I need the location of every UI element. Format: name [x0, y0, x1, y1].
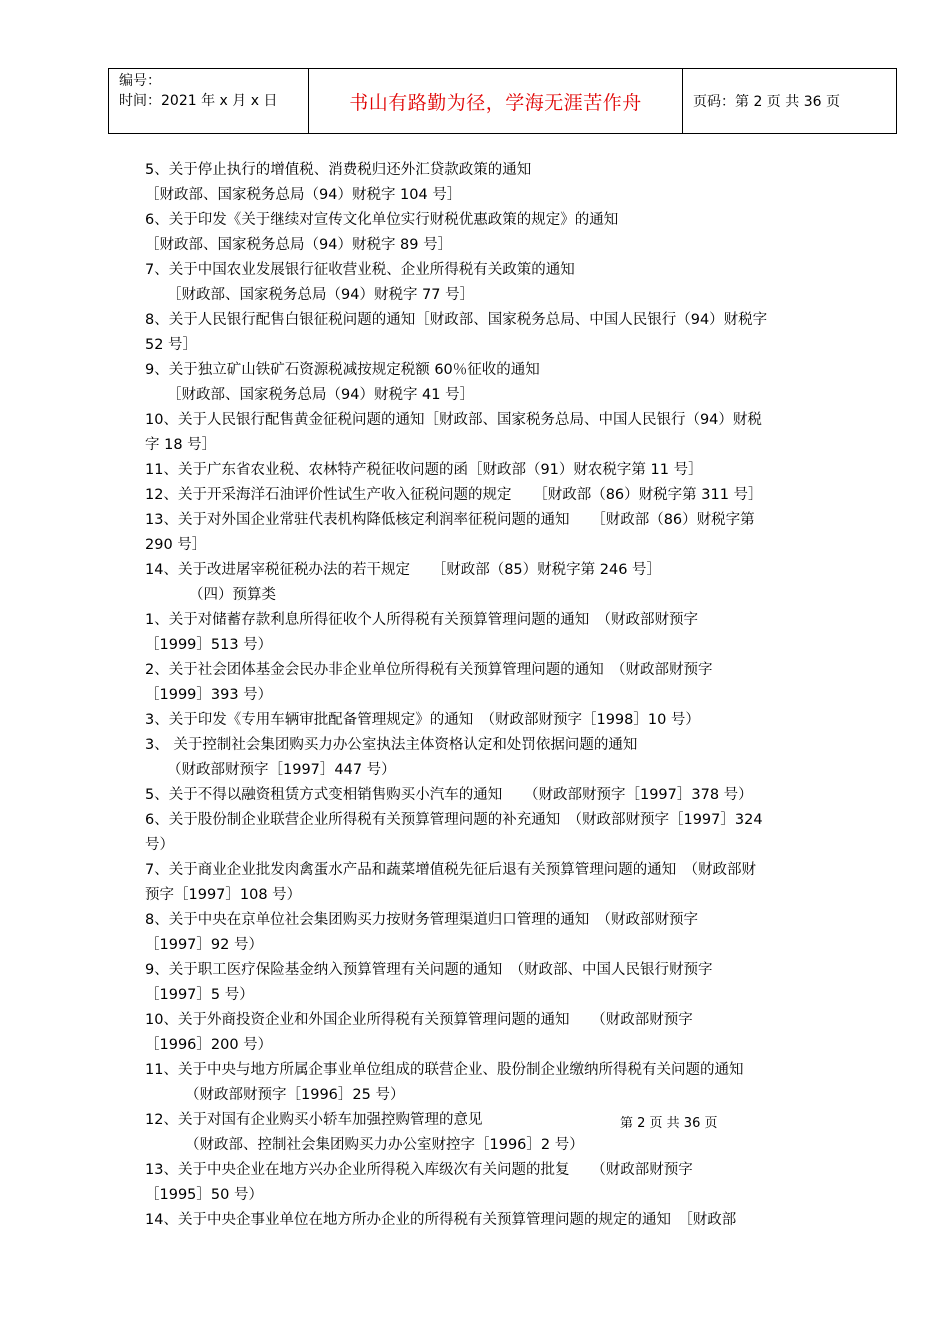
list-item: 1、关于对储蓄存款利息所得征收个人所得税有关预算管理问题的通知 （财政部财预字 [145, 612, 698, 628]
list-item: 6、关于印发《关于继续对宣传文化单位实行财税优惠政策的规定》的通知 [145, 212, 619, 228]
list-item: 3、关于印发《专用车辆审批配备管理规定》的通知 （财政部财预字［1998］10 号） [145, 712, 700, 728]
list-item-continuation: 号） [145, 837, 174, 853]
list-item: 12、关于对国有企业购买小轿车加强控购管理的意见 [145, 1112, 483, 1128]
header-motto: 书山有路勤为径，学海无涯苦作舟 [309, 69, 683, 133]
list-item-continuation: ［1997］5 号） [145, 987, 254, 1003]
list-item-reference: ［财政部、国家税务总局（94）财税字 104 号］ [145, 187, 462, 203]
list-item: 13、关于对外国企业常驻代表机构降低核定利润率征税问题的通知 ［财政部（86）财税字第 [145, 512, 755, 528]
list-item: 2、关于社会团体基金会民办非企业单位所得税有关预算管理问题的通知 （财政部财预字 [145, 662, 713, 678]
document-time: 时间：2021 年 x 月 x 日 [119, 93, 278, 109]
list-item: 7、关于商业企业批发肉禽蛋水产品和蔬菜增值税先征后退有关预算管理问题的通知 （财政部财 [145, 862, 756, 878]
list-item: 10、关于外商投资企业和外国企业所得税有关预算管理问题的通知 （财政部财预字 [145, 1012, 693, 1028]
page-footer-number: 第 2 页 共 36 页 [620, 1116, 718, 1131]
list-item: 11、关于广东省农业税、农林特产税征收问题的函［财政部（91）财农税字第 11 号］ [145, 462, 703, 478]
list-item-reference: （财政部财预字［1996］25 号） [185, 1087, 405, 1103]
list-item: 8、关于人民银行配售白银征税问题的通知［财政部、国家税务总局、中国人民银行（94）财税字 [145, 312, 768, 328]
header-meta-cell [109, 69, 309, 133]
list-item: 7、关于中国农业发展银行征收营业税、企业所得税有关政策的通知 [145, 262, 575, 278]
list-item: 5、关于停止执行的增值税、消费税归还外汇贷款政策的通知 [145, 162, 532, 178]
section-heading: （四）预算类 [189, 587, 276, 603]
list-item: 9、关于职工医疗保险基金纳入预算管理有关问题的通知 （财政部、中国人民银行财预字 [145, 962, 713, 978]
list-item: 3、 关于控制社会集团购买力办公室执法主体资格认定和处罚依据问题的通知 [145, 737, 638, 753]
list-item-continuation: ［1997］92 号） [145, 937, 263, 953]
list-item-continuation: 字 18 号］ [145, 437, 217, 453]
list-item: 10、关于人民银行配售黄金征税问题的通知［财政部、国家税务总局、中国人民银行（94）财税 [145, 412, 762, 428]
list-item: 9、关于独立矿山铁矿石资源税减按规定税额 60％征收的通知 [145, 362, 540, 378]
list-item: 11、关于中央与地方所属企事业单位组成的联营企业、股份制企业缴纳所得税有关问题的通知 [145, 1062, 744, 1078]
list-item: 14、关于中央企事业单位在地方所办企业的所得税有关预算管理问题的规定的通知 ［财政部 [145, 1212, 737, 1228]
document-body [145, 158, 865, 1233]
list-item: 8、关于中央在京单位社会集团购买力按财务管理渠道归口管理的通知 （财政部财预字 [145, 912, 698, 928]
list-item-continuation: ［1999］393 号） [145, 687, 273, 703]
document-number: 编号： [119, 73, 161, 89]
list-item-continuation: ［1996］200 号） [145, 1037, 273, 1053]
list-item-continuation: 52 号］ [145, 337, 198, 353]
list-item: 13、关于中央企业在地方兴办企业所得税入库级次有关问题的批复 （财政部财预字 [145, 1162, 693, 1178]
list-item-continuation: ［1999］513 号） [145, 637, 273, 653]
list-item-reference: ［财政部、国家税务总局（94）财税字 89 号］ [145, 237, 453, 253]
header-page-number: 页码：第 2 页 共 36 页 [693, 94, 840, 110]
list-item: 6、关于股份制企业联营企业所得税有关预算管理问题的补充通知 （财政部财预字［1997］324 [145, 812, 763, 828]
list-item-continuation: 290 号］ [145, 537, 207, 553]
list-item-reference: ［财政部、国家税务总局（94）财税字 41 号］ [167, 387, 475, 403]
list-item: 12、关于开采海洋石油评价性试生产收入征税问题的规定 ［财政部（86）财税字第 311 号］ [145, 487, 763, 503]
list-item-reference: （财政部、控制社会集团购买力办公室财控字［1996］2 号） [185, 1137, 584, 1153]
list-item-continuation: ［1995］50 号） [145, 1187, 263, 1203]
list-item: 5、关于不得以融资租赁方式变相销售购买小汽车的通知 （财政部财预字［1997］378 号） [145, 787, 753, 803]
list-item-reference: （财政部财预字［1997］447 号） [167, 762, 396, 778]
list-item-reference: ［财政部、国家税务总局（94）财税字 77 号］ [167, 287, 475, 303]
list-item-continuation: 预字［1997］108 号） [145, 887, 302, 903]
list-item: 14、关于改进屠宰税征税办法的若干规定 ［财政部（85）财税字第 246 号］ [145, 562, 662, 578]
document-header [108, 68, 897, 134]
